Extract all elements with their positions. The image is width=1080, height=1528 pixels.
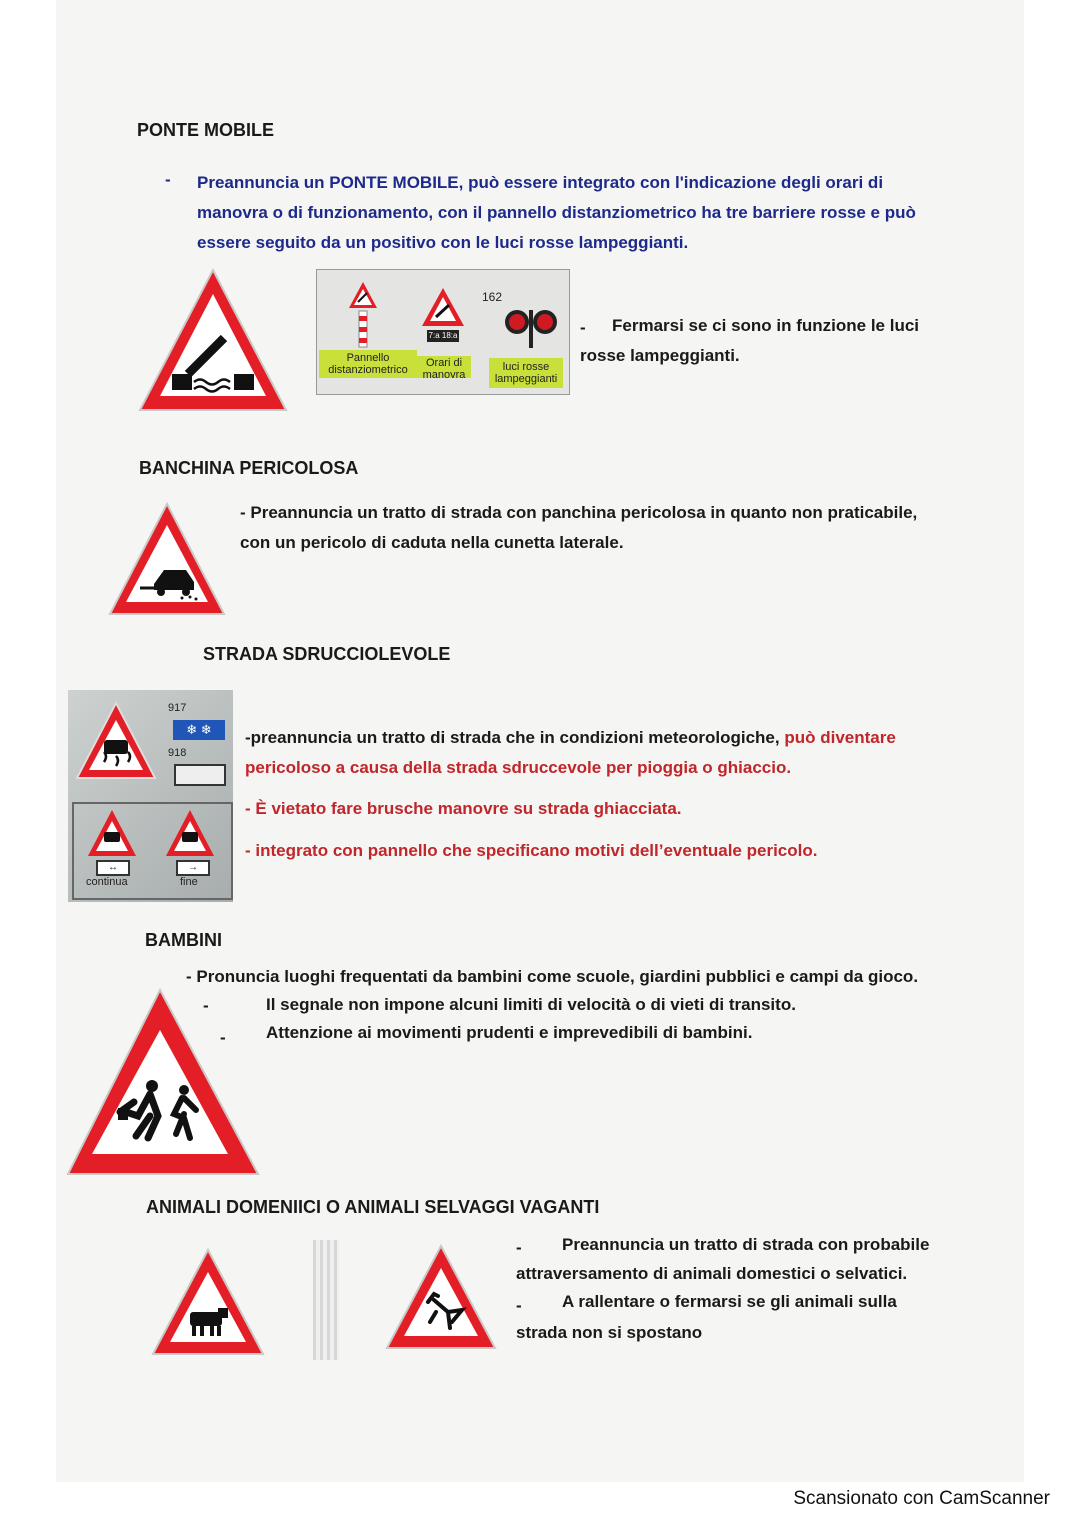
section-title-animali: ANIMALI DOMENIICI O ANIMALI SELVAGGI VAGANTI	[146, 1197, 600, 1217]
ponte-text-line-3: essere seguito da un positivo con le luci rosse lampeggianti.	[197, 233, 689, 252]
banchina-text-line-2: con un pericolo di caduta nella cunetta laterale.	[240, 533, 624, 552]
strada-text-line-3: - È vietato fare brusche manovre su strada ghiacciata.	[245, 799, 682, 818]
panel-label-lights-a: luci rosse	[502, 361, 550, 373]
panel-number-917: 917	[168, 702, 187, 714]
panel-label-schedule-a: Orari di	[425, 357, 463, 369]
banchina-text-line-1: - Preannuncia un tratto di strada con panchina pericolosa in quanto non praticabile,	[240, 503, 918, 522]
panel-plate-text: 7:a 18:a	[428, 331, 458, 340]
strada-text-line-1-black: -preannuncia un tratto di strada che in condizioni meteorologiche,	[245, 728, 785, 747]
panel-label-lights-b: lampeggianti	[494, 373, 558, 385]
strada-text-line-1	[245, 723, 896, 753]
section-title-banchina: BANCHINA PERICOLOSA	[139, 458, 359, 478]
both-arrows-icon: ↔	[96, 860, 130, 876]
section-title-ponte-mobile: PONTE MOBILE	[137, 120, 275, 140]
dangerous-shoulder-sign-icon	[106, 500, 228, 618]
panel-label-schedule-b: manovra	[422, 369, 466, 381]
snow-plate: ❄ ❄	[173, 720, 225, 740]
bullet: -	[165, 170, 171, 189]
bambini-text-line-3: Attenzione ai movimenti prudenti e imprevedibili di bambini.	[266, 1023, 753, 1042]
bullet: -	[203, 996, 209, 1015]
ponte-text-line-2: manovra o di funzionamento, con il pannello distanziometrico ha tre barriere rosse e può	[197, 203, 916, 222]
panel-label-continua: continua	[86, 876, 128, 888]
animali-text-line-4: strada non si spostano	[516, 1323, 703, 1342]
right-arrow-icon: →	[176, 860, 210, 876]
strada-text-line-4: - integrato con pannello che specificano motivi dell’eventuale pericolo.	[245, 841, 818, 860]
bullet: -	[516, 1238, 522, 1257]
movable-bridge-sign-icon	[136, 266, 290, 414]
animali-text-line-3: A rallentare o fermarsi se gli animali sulla	[562, 1292, 897, 1311]
panel-label-distance-a: Pannello	[346, 352, 390, 364]
section-title-strada: STRADA SDRUCCIOLEVOLE	[203, 644, 451, 664]
distance-panel-sign-icon	[347, 280, 379, 350]
slippery-road-sign-icon	[74, 700, 158, 784]
bullet: -	[580, 318, 586, 337]
red-lights-icon	[501, 304, 563, 350]
camscanner-watermark: Scansionato con CamScanner	[793, 1488, 1050, 1509]
panel-number-918: 918	[168, 747, 187, 759]
slippery-road-panel-figure	[68, 690, 233, 902]
ponte-side-line-1: Fermarsi se ci sono in funzione le luci	[612, 316, 920, 335]
slippery-road-fine-sign-icon	[164, 808, 216, 860]
panel-label-fine: fine	[180, 876, 198, 888]
domestic-animals-sign-icon	[150, 1246, 266, 1358]
bullet: -	[516, 1296, 522, 1315]
section-title-bambini: BAMBINI	[145, 930, 222, 950]
panel-number: 162	[482, 290, 503, 304]
animali-text-line-2: attraversamento di animali domestici o selvatici.	[516, 1264, 908, 1283]
bambini-text-line-2: Il segnale non impone alcuni limiti di velocità o di vieti di transito.	[266, 995, 796, 1014]
wild-animals-sign-icon	[384, 1242, 498, 1352]
ice-plate	[174, 764, 226, 786]
bridge-panel-figure	[316, 269, 570, 395]
bullet: -	[220, 1028, 226, 1047]
bambini-text-line-1: - Pronuncia luoghi frequentati da bambini come scuole, giardini pubblici e campi da gioco.	[186, 967, 919, 986]
ponte-text-line-1: Preannuncia un PONTE MOBILE, può essere integrato con l'indicazione degli orari di	[197, 173, 884, 192]
children-crossing-sign-icon	[66, 984, 262, 1180]
slippery-road-continua-sign-icon	[86, 808, 138, 860]
strada-text-line-1-red: può diventare	[784, 728, 896, 747]
animali-text-line-1: Preannuncia un tratto di strada con probabile	[562, 1235, 930, 1254]
divider-strip	[313, 1240, 339, 1360]
strada-text-line-2: pericoloso a causa della strada sdruccevole per pioggia o ghiaccio.	[245, 758, 792, 777]
ponte-side-line-2: rosse lampeggianti.	[580, 346, 740, 365]
panel-label-distance-b: distanziometrico	[328, 364, 408, 376]
